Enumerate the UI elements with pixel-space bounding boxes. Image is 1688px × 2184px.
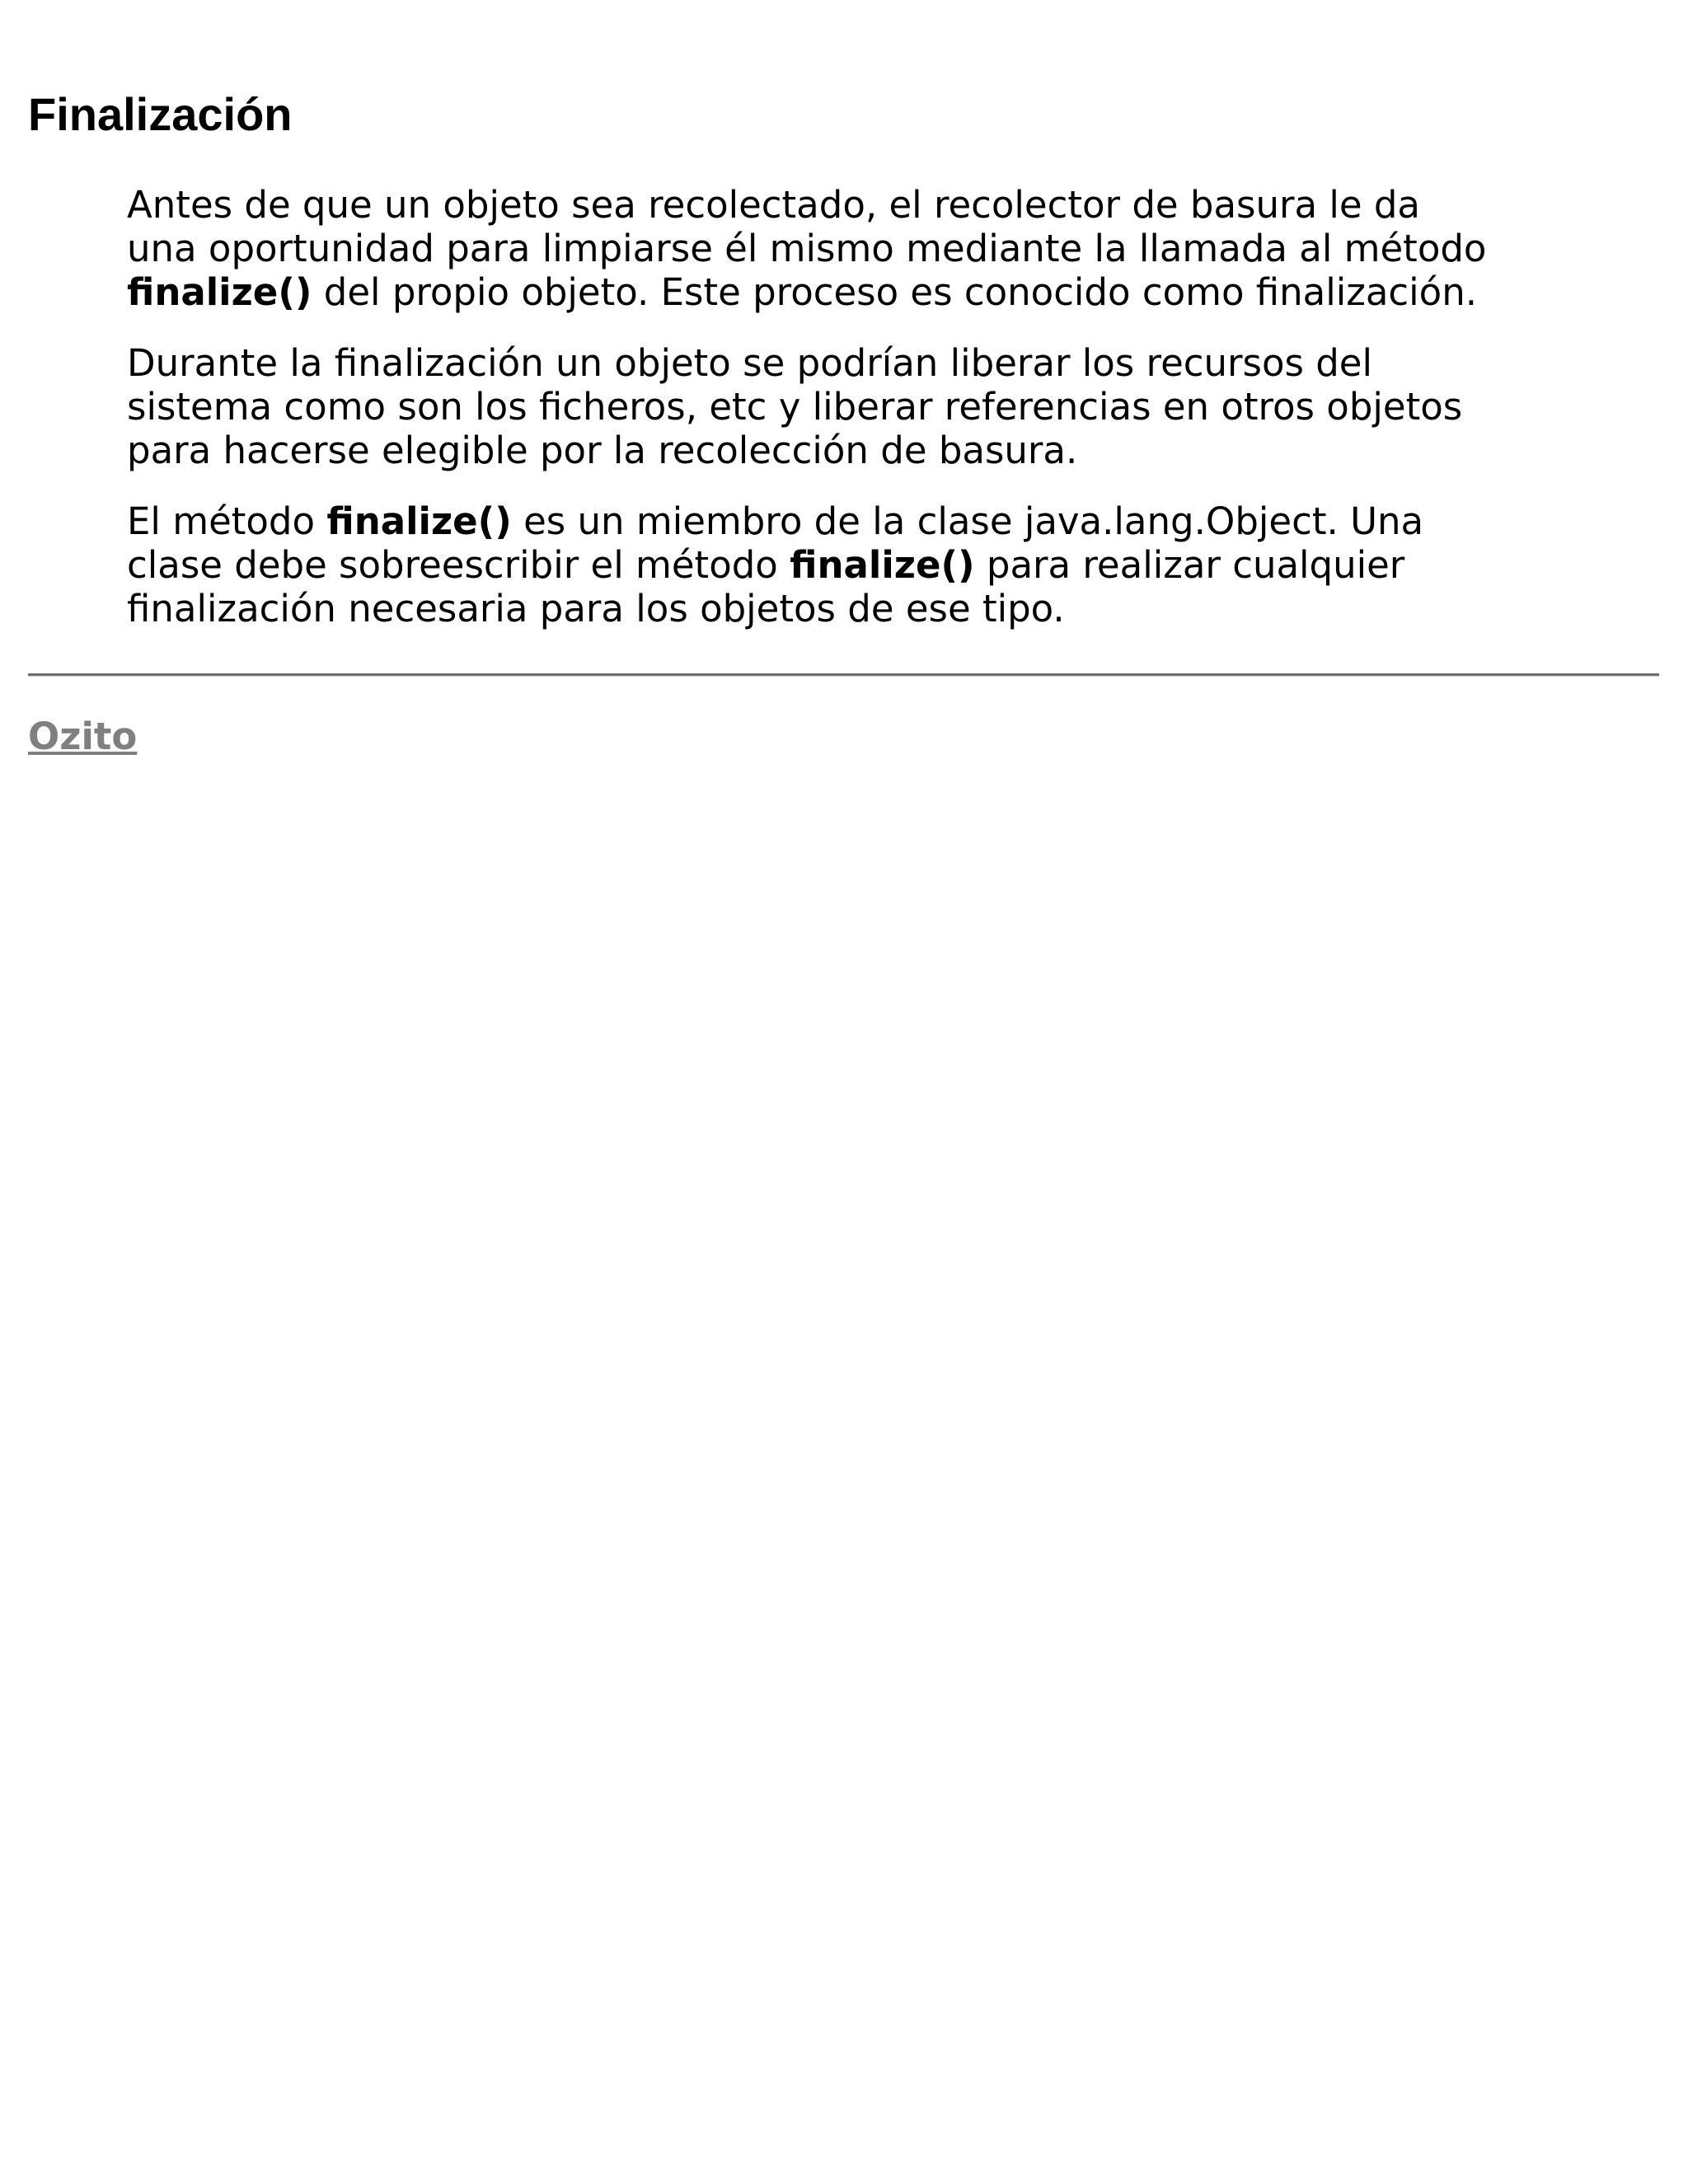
text-run: Antes de que un objeto sea recolectado, el recolector de basura le da: [127, 183, 1421, 227]
text-run: Durante la finalización un objeto se podrían liberar los recursos del: [127, 341, 1372, 385]
text-line: [127, 429, 1561, 472]
text-line: [127, 227, 1561, 270]
text-run: del propio objeto. Este proceso es conocido como finalización.: [312, 270, 1478, 314]
code-keyword-finalize: finalize(): [127, 270, 312, 314]
text-line: [127, 385, 1561, 429]
text-run: para hacerse elegible por la recolección de basura.: [127, 429, 1078, 472]
article-body: [127, 183, 1561, 658]
text-line: [127, 587, 1561, 630]
text-run: para realizar cualquier: [974, 543, 1405, 587]
paragraph-finalize-method: [127, 499, 1561, 630]
text-line: [127, 543, 1561, 587]
page-title: Finalización: [28, 88, 293, 140]
paragraph-finalization-intro: [127, 183, 1561, 314]
code-keyword-finalize: finalize(): [790, 543, 975, 587]
ozito-link[interactable]: Ozito: [28, 715, 138, 758]
text-line: [127, 499, 1561, 543]
text-line: [127, 183, 1561, 227]
text-line: [127, 341, 1561, 385]
text-run: sistema como son los ficheros, etc y liberar referencias en otros objetos: [127, 385, 1463, 429]
text-run: es un miembro de la clase java.lang.Object. Una: [511, 499, 1424, 543]
text-run: El método: [127, 499, 327, 543]
code-keyword-finalize: finalize(): [326, 499, 512, 543]
text-run: una oportunidad para limpiarse él mismo mediante la llamada al método: [127, 227, 1487, 270]
paragraph-resource-release: [127, 341, 1561, 472]
text-run: finalización necesaria para los objetos de ese tipo.: [127, 587, 1065, 630]
text-line: [127, 270, 1561, 314]
text-run: clase debe sobreescribir el método: [127, 543, 790, 587]
horizontal-divider: [28, 673, 1659, 677]
